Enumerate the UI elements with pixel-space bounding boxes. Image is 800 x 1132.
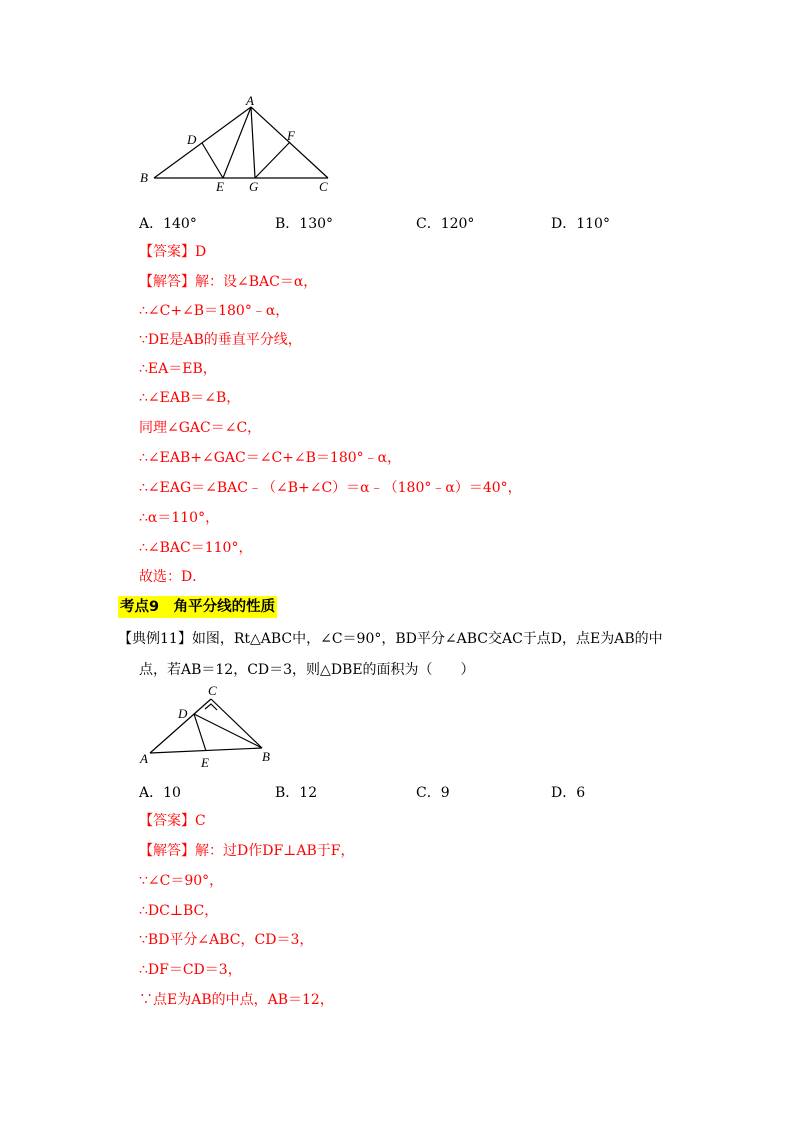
label-B: B — [262, 749, 270, 764]
solution-line: 同理∠GAC＝∠C， — [139, 420, 262, 436]
solution-line: ∴DC⊥BC， — [139, 903, 219, 919]
solution-line: ∴∠BAC＝110°， — [139, 540, 253, 556]
label-F: F — [287, 128, 295, 143]
solution-line: ∵∠C＝90°， — [139, 873, 224, 889]
solution-line: 【解答】解：设∠BAC＝α， — [139, 274, 318, 290]
label-B: B — [140, 170, 148, 185]
solution-line: ∴∠EAB+∠GAC＝∠C+∠B＝180°﹣α， — [139, 450, 402, 466]
option-b: B．12 — [275, 785, 318, 801]
label-A: A — [246, 93, 254, 108]
triangle-figure-2 — [138, 683, 288, 773]
solution-line: ∴DF＝CD＝3， — [139, 962, 242, 978]
option-d: D．6 — [551, 785, 586, 801]
label-G: G — [249, 179, 259, 194]
solution-line: ∵点E为AB的中点，AB＝12， — [139, 992, 334, 1008]
option-d: D．110° — [551, 216, 610, 232]
solution-line: ∴α＝110°， — [139, 510, 220, 526]
option-a: A．140° — [139, 216, 197, 232]
solution-line: ∴∠EAG＝∠BAC﹣（∠B+∠C）＝α﹣（180°﹣α）＝40°， — [139, 480, 522, 496]
answer-line: 【答案】C — [139, 813, 206, 829]
solution-line: 【解答】解：过D作DF⊥AB于F， — [139, 843, 355, 859]
solution-line: ∴EA＝EB， — [139, 361, 217, 377]
label-D: D — [178, 706, 188, 721]
option-a: A．10 — [139, 785, 181, 801]
solution-line: ∴∠EAB＝∠B， — [139, 390, 241, 406]
question-text: 点，若AB＝12，CD＝3，则△DBE的面积为（ ） — [139, 662, 475, 678]
option-c: C．9 — [416, 785, 450, 801]
label-E: E — [216, 179, 224, 194]
label-E: E — [201, 755, 209, 770]
label-C: C — [319, 179, 328, 194]
solution-line: ∴∠C+∠B＝180°﹣α， — [139, 303, 290, 319]
triangle-figure-1 — [130, 90, 350, 200]
solution-line: ∵BD平分∠ABC，CD＝3， — [139, 932, 314, 948]
answer-line: 【答案】D — [139, 244, 207, 260]
solution-line: ∵DE是AB的垂直平分线， — [139, 332, 302, 348]
label-A: A — [140, 751, 148, 766]
option-c: C．120° — [416, 216, 475, 232]
section-heading: 考点9 角平分线的性质 — [118, 596, 277, 618]
label-D: D — [187, 132, 197, 147]
label-C: C — [208, 683, 217, 698]
solution-line: 故选：D． — [139, 569, 207, 585]
question-text: 【典例11】如图，Rt△ABC中，∠C＝90°，BD平分∠ABC交AC于点D，点E为AB的中 — [118, 631, 663, 647]
option-b: B．130° — [275, 216, 334, 232]
